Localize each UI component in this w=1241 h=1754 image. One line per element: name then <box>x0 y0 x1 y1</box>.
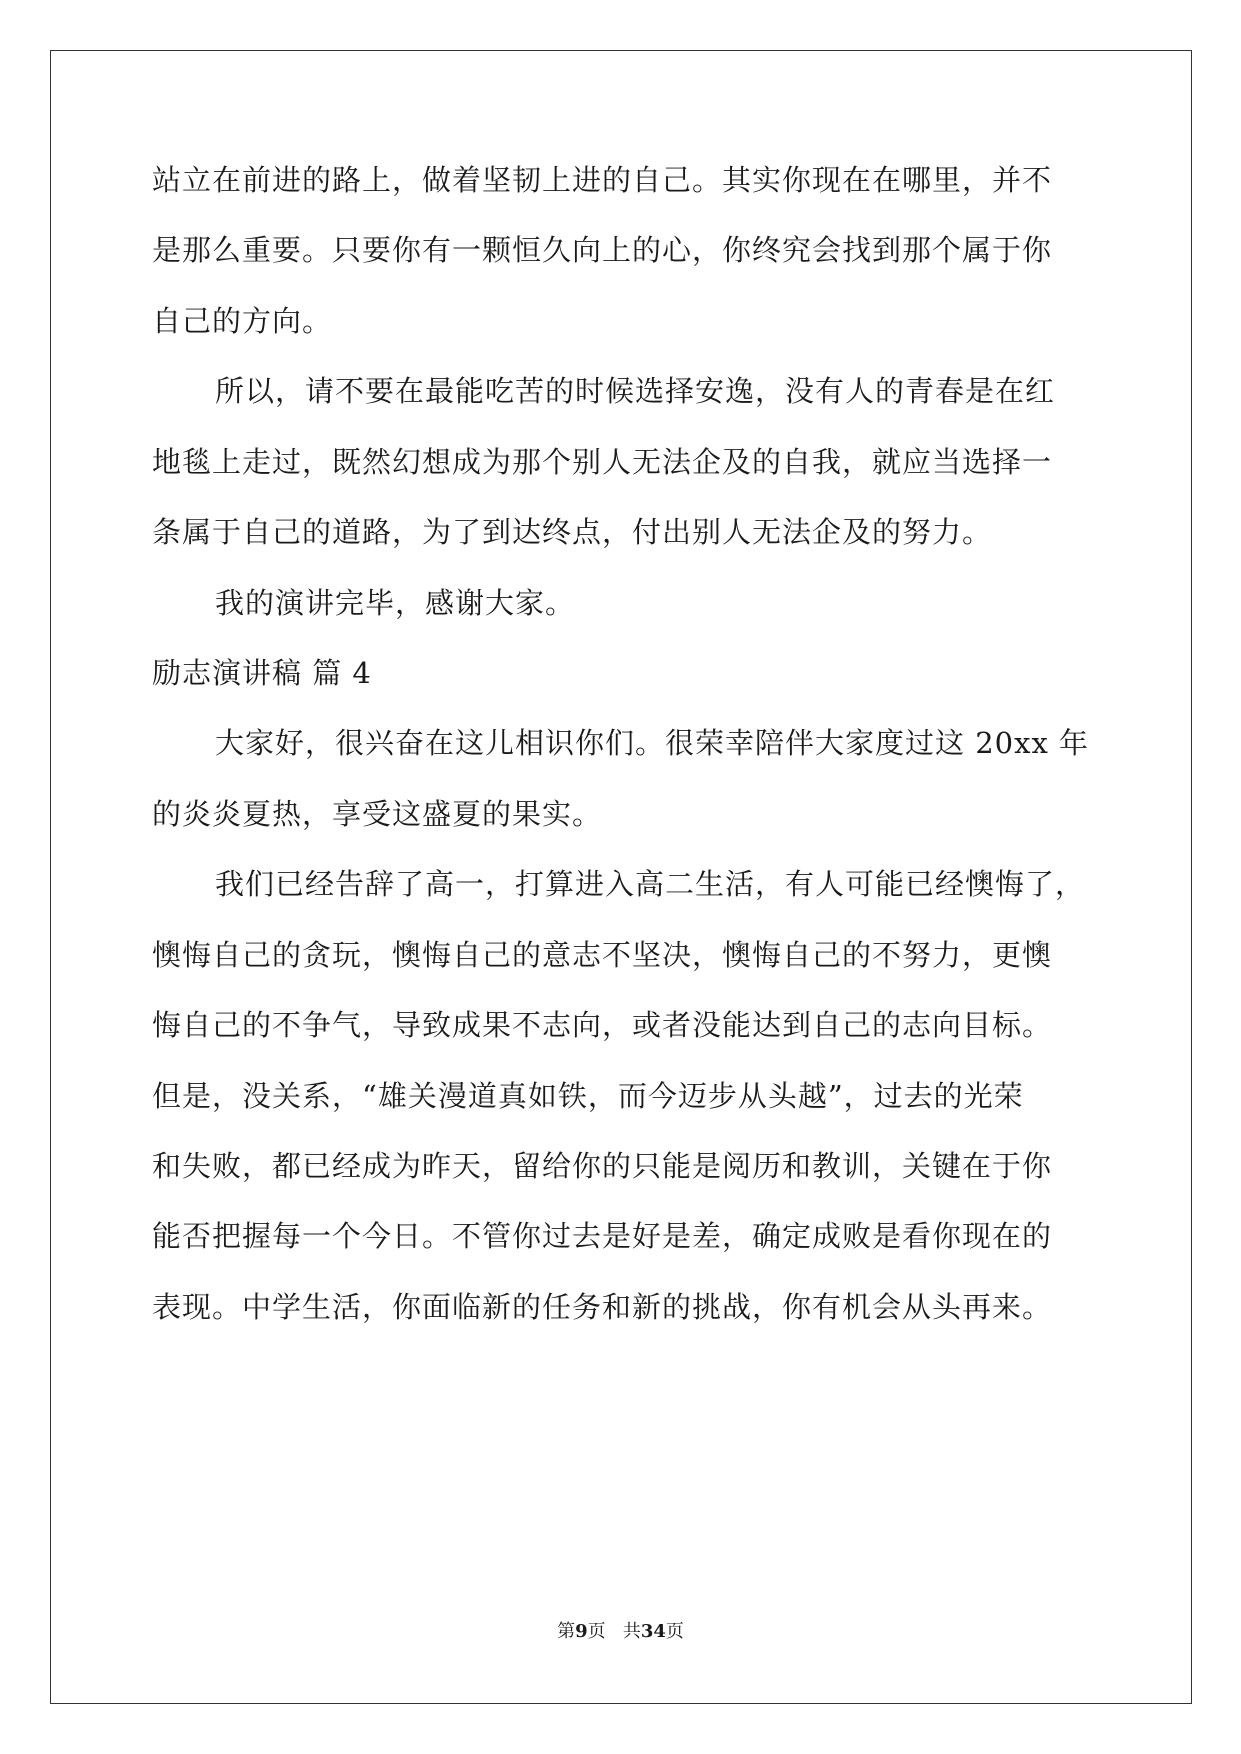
footer-total-suffix: 页 <box>665 1621 684 1642</box>
paragraph-line: 懊悔自己的贪玩，懊悔自己的意志不坚决，懊悔自己的不努力，更懊 <box>152 938 1053 972</box>
paragraph-line: 站立在前进的路上，做着坚韧上进的自己。其实你现在在哪里，并不 <box>152 163 1053 197</box>
paragraph-line: 所以，请不要在最能吃苦的时候选择安逸，没有人的青春是在红 <box>215 374 1056 408</box>
page-footer <box>0 1620 1241 1644</box>
paragraph-line: 和失败，都已经成为昨天，留给你的只能是阅历和教训，关键在于你 <box>152 1149 1053 1183</box>
paragraph-line: 能否把握每一个今日。不管你过去是好是差，确定成败是看你现在的 <box>152 1219 1053 1253</box>
paragraph-line: 地毯上走过，既然幻想成为那个别人无法企及的自我，就应当选择一 <box>152 445 1053 479</box>
footer-total-prefix: 共 <box>622 1621 641 1642</box>
paragraph-line: 自己的方向。 <box>152 304 333 338</box>
paragraph-line: 是那么重要。只要你有一颗恒久向上的心，你终究会找到那个属于你 <box>152 233 1053 267</box>
paragraph-line: 表现。中学生活，你面临新的任务和新的挑战，你有机会从头再来。 <box>152 1290 1053 1324</box>
paragraph-line: 但是，没关系，“雄关漫道真如铁，而今迈步从头越”，过去的光荣 <box>152 1079 1024 1113</box>
paragraph-line: 的炎炎夏热，享受这盛夏的果实。 <box>152 797 603 831</box>
paragraph-line: 条属于自己的道路，为了到达终点，付出别人无法企及的努力。 <box>152 515 993 549</box>
footer-prefix: 第 <box>557 1621 576 1642</box>
paragraph-line: 我的演讲完毕，感谢大家。 <box>215 586 576 620</box>
current-page-number: 9 <box>575 1621 588 1642</box>
total-page-count: 34 <box>640 1621 666 1642</box>
footer-page-suffix: 页 <box>587 1621 606 1642</box>
paragraph-line: 我们已经告辞了高一，打算进入高二生活，有人可能已经懊悔了， <box>215 867 1086 901</box>
paragraph-line: 大家好，很兴奋在这儿相识你们。很荣幸陪伴大家度过这 20xx 年 <box>215 726 1090 760</box>
section-heading: 励志演讲稿 篇 4 <box>152 656 372 690</box>
paragraph-line: 悔自己的不争气，导致成果不志向，或者没能达到自己的志向目标。 <box>152 1008 1053 1042</box>
